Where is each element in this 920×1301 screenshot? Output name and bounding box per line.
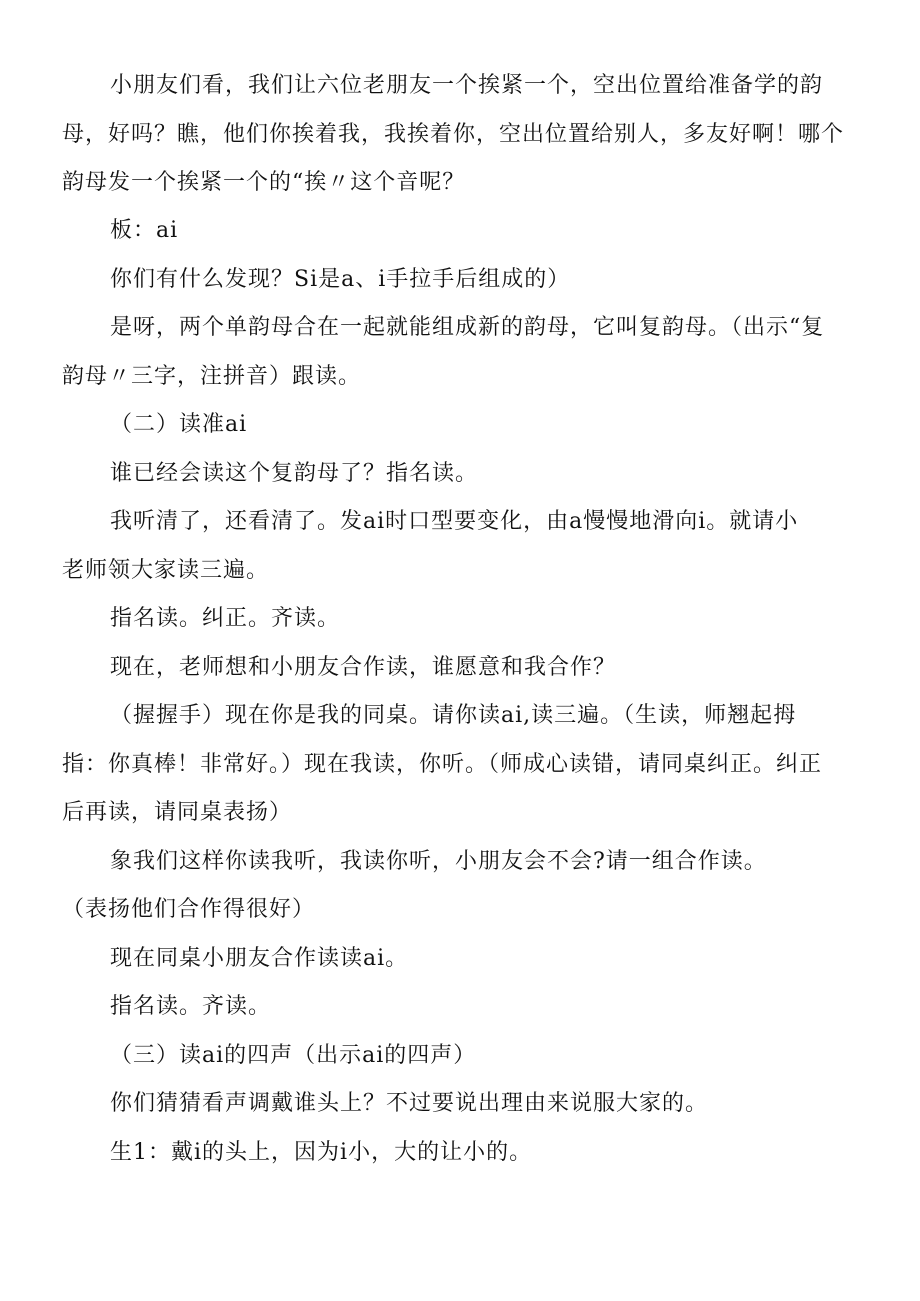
paragraph-line: 象我们这样你读我听，我读你听，小朋友会不会?请一组合作读。: [110, 849, 767, 874]
paragraph-line: 你们猜猜看声调戴谁头上？不过要说出理由来说服大家的。: [110, 1091, 709, 1116]
paragraph-line: （握握手）现在你是我的同桌。请你读ai,读三遍。（生读，师翘起拇: [110, 703, 797, 728]
paragraph-line: 指名读。纠正。齐读。: [110, 606, 341, 631]
section-heading: （三）读ai的四声（出示ai的四声）: [110, 1043, 477, 1068]
paragraph-line: 老师领大家读三遍。: [62, 558, 270, 583]
paragraph-line: 指名读。齐读。: [110, 994, 272, 1019]
paragraph-line: 我听清了，还看清了。发ai时口型要变化，由a慢慢地滑向i。就请小: [110, 509, 799, 534]
paragraph-line: 是呀，两个单韵母合在一起就能组成新的韵母，它叫复韵母。（出示“复: [110, 315, 825, 340]
paragraph-line: （表扬他们合作得很好）: [62, 897, 316, 922]
paragraph-line: 指：你真棒！非常好。）现在我读，你听。（师成心读错，请同桌纠正。纠正: [62, 752, 823, 777]
paragraph-line: 母，好吗？瞧，他们你挨着我，我挨着你，空出位置给别人，多友好啊！哪个: [62, 122, 845, 147]
paragraph-line: 韵母发一个挨紧一个的“挨〃这个音呢？: [62, 170, 466, 195]
paragraph-line: 韵母〃三字，注拼音）跟读。: [62, 364, 362, 389]
paragraph-line: 现在同桌小朋友合作读读ai。: [110, 946, 409, 971]
paragraph-line: 你们有什么发现？Si是a、i手拉手后组成的）: [110, 267, 571, 292]
paragraph-line: 谁已经会读这个复韵母了？指名读。: [110, 461, 479, 486]
paragraph-line: 现在，老师想和小朋友合作读，谁愿意和我合作？: [110, 655, 617, 680]
paragraph-line: 后再读，请同桌表扬）: [62, 800, 293, 825]
paragraph-line: 小朋友们看，我们让六位老朋友一个挨紧一个，空出位置给准备学的韵: [110, 73, 824, 98]
section-heading: （二）读准ai: [110, 412, 248, 437]
paragraph-line: 板：ai: [110, 218, 179, 243]
paragraph-line: 生1：戴i的头上，因为i小，大的让小的。: [110, 1140, 533, 1165]
